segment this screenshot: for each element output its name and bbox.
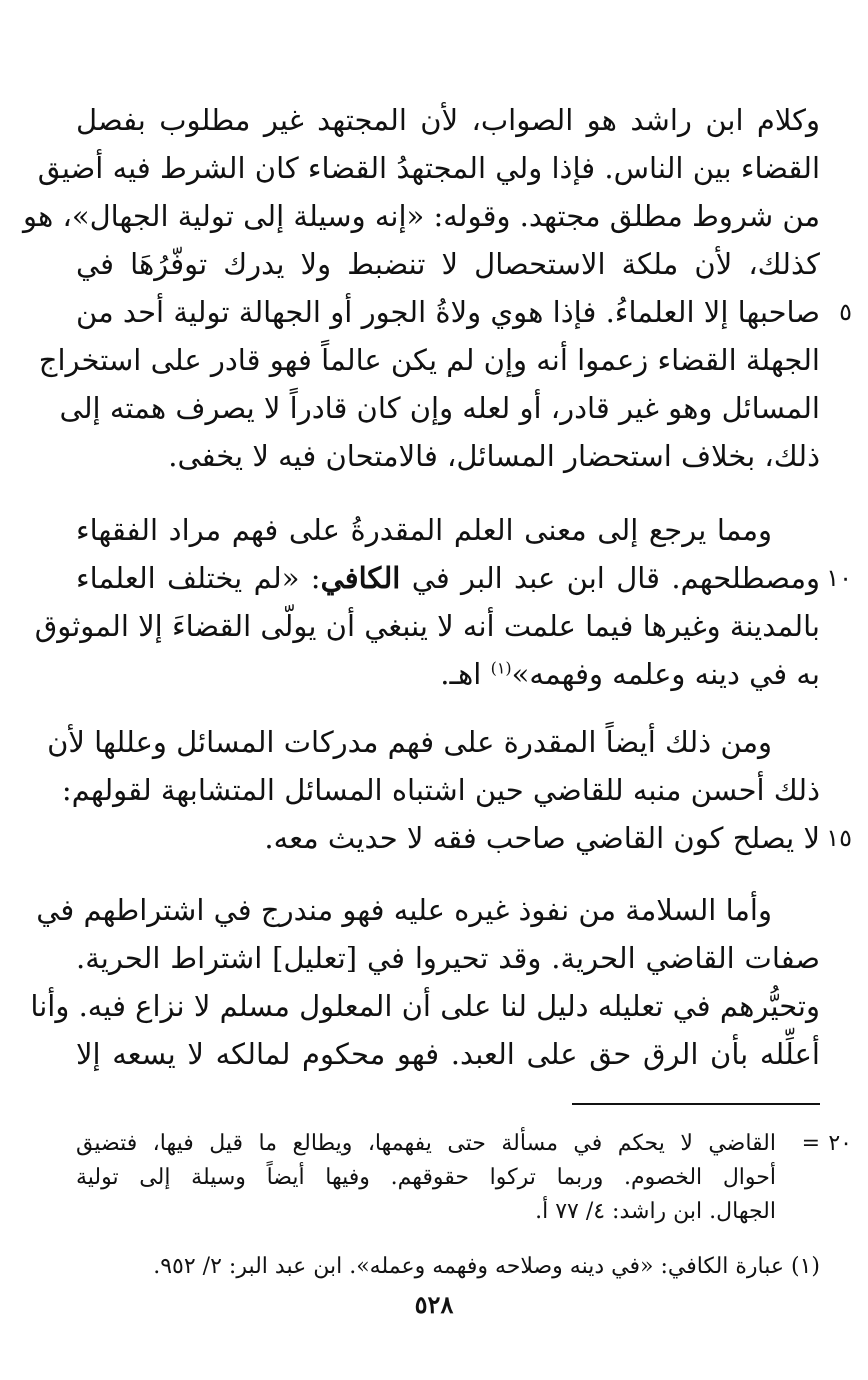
line-number: ٥ bbox=[839, 298, 852, 326]
bold-book-title: الكافي bbox=[320, 561, 401, 595]
text-line: ومما يرجع إلى معنى العلم المقدرةُ على فهم مراد الفقهاء bbox=[76, 513, 772, 547]
text-span: به في دينه وعلمه وفهمه» bbox=[511, 657, 820, 691]
footnote-continuation-mark: = bbox=[801, 1131, 820, 1156]
text-span: اهـ. bbox=[440, 657, 491, 691]
text-line: وكلام ابن راشد هو الصواب، لأن المجتهد غير مطلوب بفصل bbox=[76, 103, 820, 137]
line-number: ٢٠ bbox=[828, 1131, 852, 1156]
footnote-line: القاضي لا يحكم في مسألة حتى يفهمها، ويطالع ما قيل فيها، فتضيق bbox=[76, 1131, 776, 1156]
text-line: صاحبها إلا العلماءُ. فإذا هوي ولاةُ الجور أو الجهالة تولية أحد من bbox=[76, 295, 820, 329]
text-line: القضاء بين الناس. فإذا ولي المجتهدُ القضاء كان الشرط فيه أضيق bbox=[37, 151, 820, 185]
text-line bbox=[76, 558, 820, 598]
text-line: ومن ذلك أيضاً المقدرة على فهم مدركات المسائل وعللها لأن bbox=[47, 725, 772, 759]
text-span: ومصطلحهم. قال ابن عبد البر في bbox=[411, 561, 820, 595]
footnote-separator bbox=[572, 1103, 820, 1105]
text-line: صفات القاضي الحرية. وقد تحيروا في [تعليل] اشتراط الحرية. bbox=[76, 941, 820, 975]
text-line: الجهلة القضاء زعموا أنه وإن لم يكن عالماً فهو قادر على استخراج bbox=[38, 343, 820, 377]
page-number: ٥٢٨ bbox=[414, 1290, 454, 1319]
text-line: من شروط مطلق مجتهد. وقوله: «إنه وسيلة إلى تولية الجهال»، هو bbox=[23, 199, 820, 233]
text-line: ذلك، بخلاف استحضار المسائل، فالامتحان فيه لا يخفى. bbox=[168, 439, 820, 473]
text-line bbox=[76, 654, 820, 694]
text-line: المسائل وهو غير قادر، أو لعله وإن كان قادراً لا يصرف همته إلى bbox=[59, 391, 820, 425]
text-line: أعلِّله بأن الرق حق على العبد. فهو محكوم لمالكه لا يسعه إلا bbox=[76, 1037, 820, 1071]
text-line: كذلك، لأن ملكة الاستحصال لا تنضبط ولا يدرك توفّرُهَا في bbox=[76, 247, 820, 281]
text-span: : «لم يختلف العلماء bbox=[76, 561, 321, 595]
text-line: ذلك أحسن منبه للقاضي حين اشتباه المسائل المتشابهة لقولهم: bbox=[61, 773, 820, 807]
text-line: بالمدينة وغيرها فيما علمت أنه لا ينبغي أن يولّى القضاءَ إلا الموثوق bbox=[34, 609, 820, 643]
text-line: لا يصلح كون القاضي صاحب فقه لا حديث معه. bbox=[264, 821, 820, 855]
footnote-line: الجهال. ابن راشد: ٤/ ٧٧ أ. bbox=[535, 1199, 776, 1224]
line-number: ١٠ bbox=[826, 564, 852, 592]
footnote-ref: (١) bbox=[490, 658, 512, 678]
text-line: وأما السلامة من نفوذ غيره عليه فهو مندرج في اشتراطهم في bbox=[36, 893, 772, 927]
footnote-1: (١) عبارة الكافي: «في دينه وصلاحه وفهمه وعمله». ابن عبد البر: ٢/ ٩٥٢. bbox=[153, 1254, 820, 1279]
line-number: ١٥ bbox=[826, 824, 852, 852]
text-line: وتحيُّرهم في تعليله دليل لنا على أن المعلول مسلم لا نزاع فيه. وأنا bbox=[30, 989, 820, 1023]
footnote-line: أحوال الخصوم. وربما تركوا حقوقهم. وفيها أيضاً وسيلة إلى تولية bbox=[76, 1165, 776, 1190]
